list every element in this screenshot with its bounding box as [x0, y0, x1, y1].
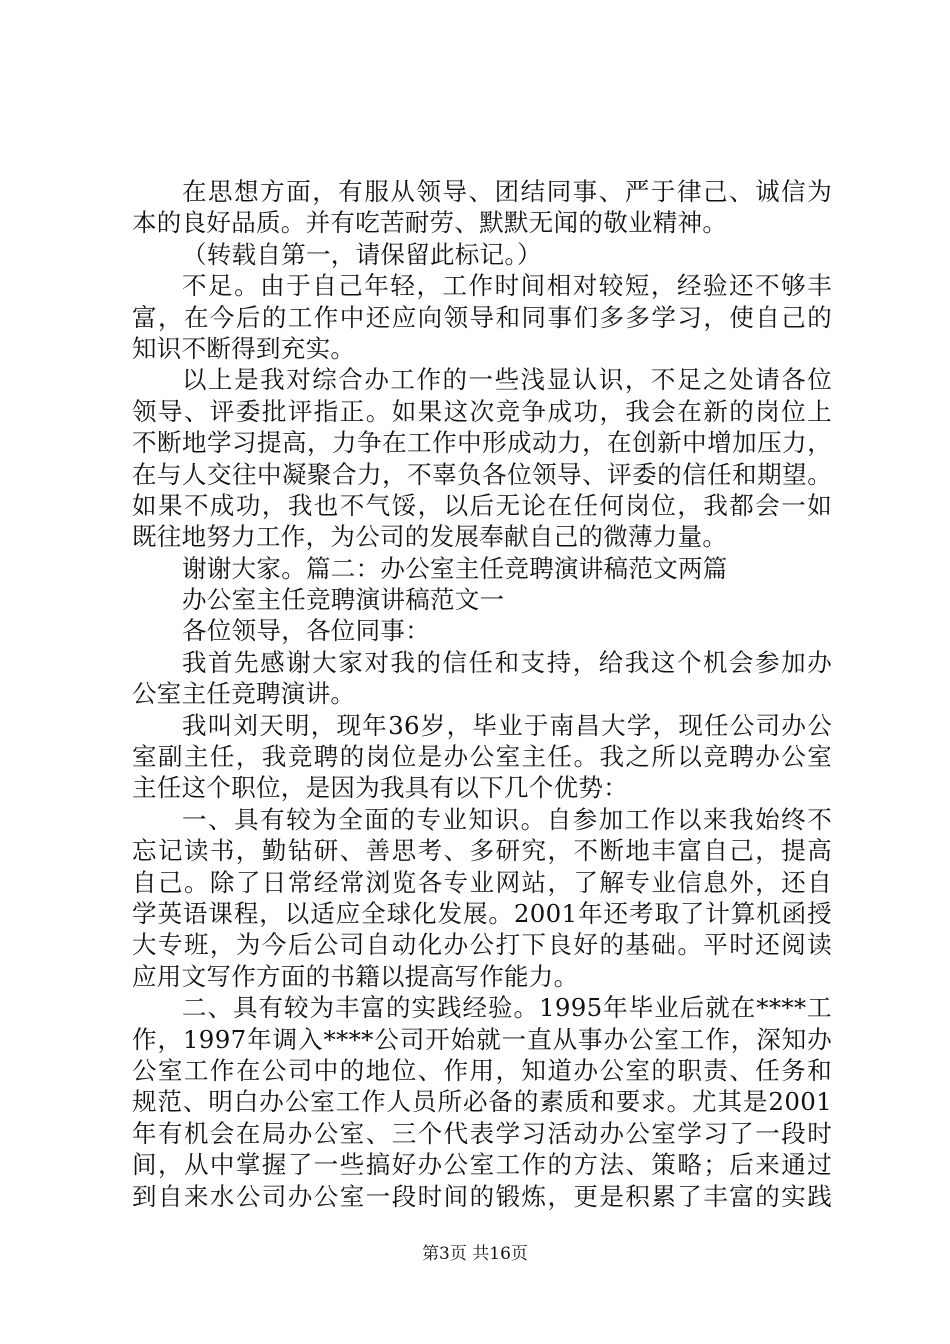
text-line: 在思想方面，有服从领导、团结同事、严于律己、诚信为 [182, 177, 832, 206]
text-line: 忘记读书，勤钻研、善思考、多研究，不断地丰富自己，提高 [132, 836, 832, 866]
text-line: 到自来水公司办公室一段时间的锻炼，更是积累了丰富的实践 [132, 1181, 832, 1211]
text-line: 在与人交往中凝聚合力，不辜负各位领导、评委的信任和期望。 [132, 459, 832, 489]
text-line: 如果不成功，我也不气馁，以后无论在任何岗位，我都会一如 [132, 490, 832, 520]
text-line: 知识不断得到充实。 [132, 333, 356, 363]
text-line: 领导、评委批评指正。如果这次竞争成功，我会在新的岗位上 [132, 396, 832, 426]
text-line: 我首先感谢大家对我的信任和支持，给我这个机会参加办 [182, 647, 832, 677]
text-line: 一、具有较为全面的专业知识。自参加工作以来我始终不 [182, 804, 832, 834]
text-line: 富，在今后的工作中还应向领导和同事们多多学习，使自己的 [132, 302, 832, 332]
page-number-footer: 第3页 共16页 [422, 1244, 528, 1264]
text-line: 本的良好品质。并有吃苦耐劳、默默无闻的敬业精神。 [132, 208, 728, 238]
text-line: 各位领导，各位同事： [182, 616, 430, 646]
text-line: 年有机会在局办公室、三个代表学习活动办公室学习了一段时 [132, 1118, 832, 1148]
text-line: 不足。由于自己年轻，工作时间相对较短，经验还不够丰 [182, 271, 832, 301]
text-line: 学英语课程，以适应全球化发展。2001年还考取了计算机函授 [132, 898, 832, 928]
text-line: 不断地学习提高，力争在工作中形成动力，在创新中增加压力， [132, 428, 832, 458]
text-line: 间，从中掌握了一些搞好办公室工作的方法、策略；后来通过 [132, 1150, 832, 1180]
text-line: 既往地努力工作，为公司的发展奉献自己的微薄力量。 [132, 522, 728, 552]
text-line: 作，1997年调入****公司开始就一直从事办公室工作，深知办 [132, 1024, 832, 1054]
text-line: 室副主任，我竞聘的岗位是办公室主任。我之所以竞聘办公室 [132, 742, 832, 772]
text-line: 办公室主任竞聘演讲稿范文一 [182, 585, 505, 615]
text-line: 公室主任竞聘演讲。 [132, 679, 356, 709]
text-line: （转载自第一，请保留此标记。） [182, 239, 542, 269]
text-line: 大专班，为今后公司自动化办公打下良好的基础。平时还阅读 [132, 930, 832, 960]
text-line: 自己。除了日常经常浏览各专业网站，了解专业信息外，还自 [132, 867, 832, 897]
text-line: 应用文写作方面的书籍以提高写作能力。 [132, 961, 579, 991]
text-line: 规范、明白办公室工作人员所必备的素质和要求。尤其是2001 [132, 1087, 832, 1117]
text-line: 公室工作在公司中的地位、作用，知道办公室的职责、任务和 [132, 1055, 832, 1085]
document-body [132, 176, 832, 1212]
text-line: 谢谢大家。篇二：办公室主任竞聘演讲稿范文两篇 [182, 553, 728, 583]
text-line: 以上是我对综合办工作的一些浅显认识，不足之处请各位 [182, 365, 832, 395]
text-line: 二、具有较为丰富的实践经验。1995年毕业后就在****工 [182, 993, 832, 1023]
text-line: 我叫刘天明，现年36岁，毕业于南昌大学，现任公司办公 [182, 710, 832, 740]
text-line: 主任这个职位，是因为我具有以下几个优势： [132, 773, 628, 803]
